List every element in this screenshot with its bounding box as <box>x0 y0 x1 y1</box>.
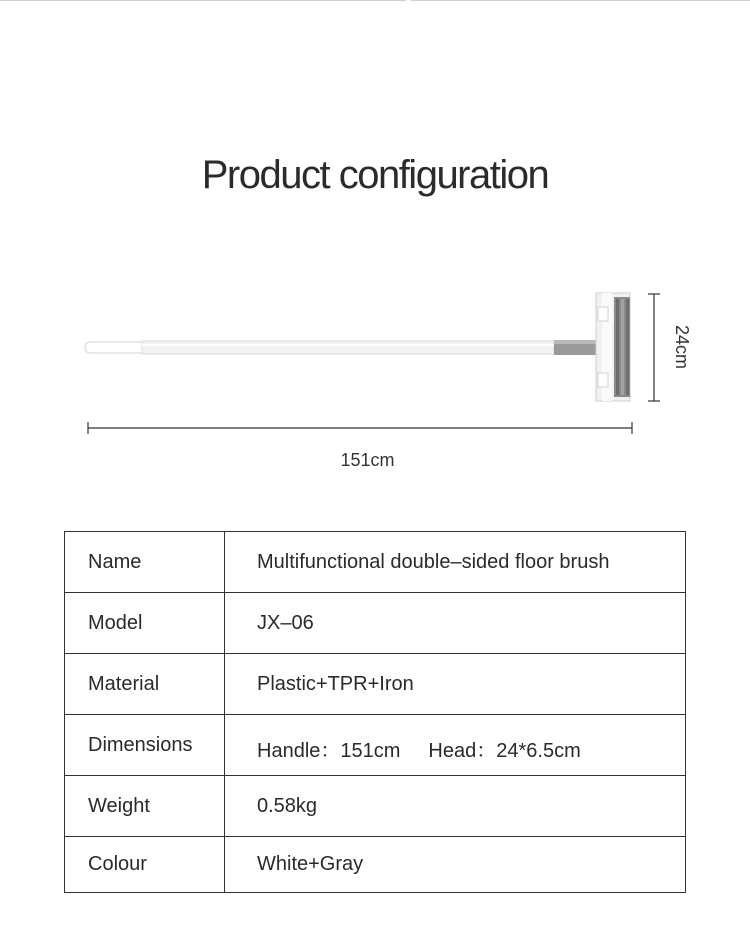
length-dimension-line <box>87 420 633 436</box>
spec-value: Plastic+TPR+Iron <box>257 673 414 695</box>
handle-cap <box>85 342 145 353</box>
spec-label-cell <box>65 715 225 776</box>
head-dimension: Head：24*6.5cm <box>428 740 581 762</box>
spec-value-cell <box>225 654 686 715</box>
spec-label-cell <box>65 532 225 593</box>
table-row <box>65 654 686 715</box>
spec-label-cell <box>65 593 225 654</box>
table-row <box>65 776 686 837</box>
top-divider <box>0 0 750 1</box>
spec-label: Material <box>88 673 160 695</box>
spec-label: Dimensions <box>88 734 193 756</box>
length-label: 151cm <box>340 450 395 470</box>
spec-label-cell <box>65 837 225 893</box>
spec-value-cell <box>225 837 686 893</box>
spec-value: White+Gray <box>257 853 364 875</box>
height-dimension-line <box>648 294 660 401</box>
spec-value: 0.58kg <box>257 795 318 817</box>
table-row <box>65 715 686 776</box>
spec-label: Colour <box>88 853 147 875</box>
spec-value: Multifunctional double–sided floor brush <box>257 551 610 573</box>
table-row <box>65 593 686 654</box>
brush-bristles <box>614 297 630 397</box>
table-row <box>65 532 686 593</box>
handle-dimension: Handle：151cm <box>257 740 401 762</box>
spec-table <box>64 531 686 893</box>
spec-value-cell <box>225 776 686 837</box>
spec-label-cell <box>65 654 225 715</box>
handle-shaft <box>142 341 554 354</box>
height-label: 24cm <box>672 324 692 369</box>
table-row <box>65 837 686 893</box>
spec-label-cell <box>65 776 225 837</box>
spec-value-cell <box>225 715 686 776</box>
spec-label: Model <box>88 612 143 634</box>
spec-value-cell <box>225 593 686 654</box>
spec-value-cell <box>225 532 686 593</box>
spec-label: Weight <box>88 795 150 817</box>
page-title: Product configuration <box>201 153 549 197</box>
spec-label: Name <box>88 551 142 573</box>
floor-brush-image <box>80 285 700 415</box>
spec-value <box>257 715 685 763</box>
spec-value: JX–06 <box>257 612 314 634</box>
